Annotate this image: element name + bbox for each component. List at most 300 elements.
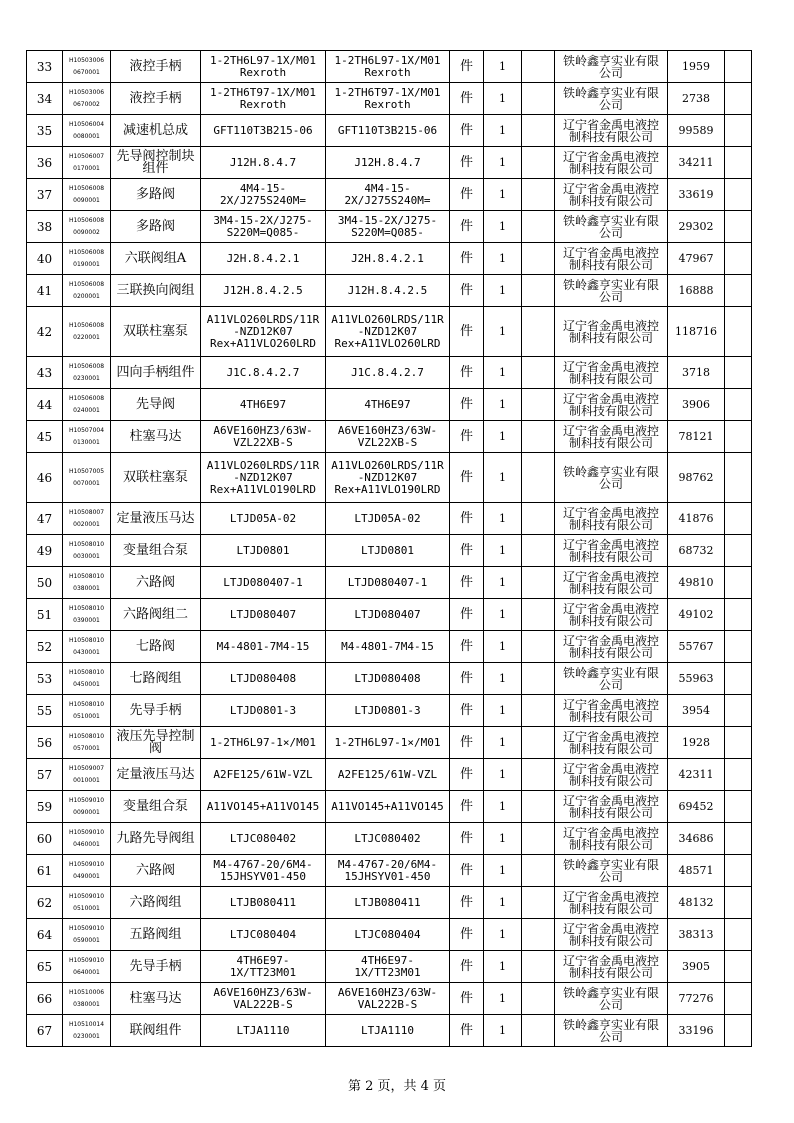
row-number-cell: 60 [27, 823, 63, 855]
note-cell [725, 919, 752, 951]
row-number-cell: 66 [27, 983, 63, 1015]
unit-cell: 件 [450, 453, 484, 503]
price-cell: 55963 [668, 663, 725, 695]
supplier-cell: 辽宁省金禹电液控 制科技有限公司 [555, 357, 668, 389]
unit-cell: 件 [450, 951, 484, 983]
table-row [27, 115, 752, 147]
part-name-cell: 定量液压马达 [111, 759, 201, 791]
part-name-cell: 变量组合泵 [111, 791, 201, 823]
note-cell [725, 631, 752, 663]
supplier-cell: 铁岭鑫亨实业有限 公司 [555, 453, 668, 503]
note-cell [725, 243, 752, 275]
note-cell [725, 503, 752, 535]
page-footer: 第 2 页，共 4 页 [347, 1079, 447, 1094]
material-code-cell: H10506008 0240001 [63, 389, 111, 421]
price-cell: 78121 [668, 421, 725, 453]
row-number-cell: 34 [27, 83, 63, 115]
price-cell: 98762 [668, 453, 725, 503]
quantity-cell: 1 [484, 307, 522, 357]
supplier-cell: 辽宁省金禹电液控 制科技有限公司 [555, 535, 668, 567]
table-row [27, 211, 752, 243]
blank-cell-cell [522, 503, 555, 535]
supplier-cell: 辽宁省金禹电液控 制科技有限公司 [555, 147, 668, 179]
material-code-cell: H10509010 0090001 [63, 791, 111, 823]
part-spec-cell: 4TH6E97 [201, 389, 326, 421]
part-spec-cell: LTJD05A-02 [201, 503, 326, 535]
blank-cell-cell [522, 421, 555, 453]
supplier-cell: 辽宁省金禹电液控 制科技有限公司 [555, 695, 668, 727]
row-number-cell: 55 [27, 695, 63, 727]
supplier-cell: 辽宁省金禹电液控 制科技有限公司 [555, 243, 668, 275]
row-number-cell: 41 [27, 275, 63, 307]
row-number-cell: 35 [27, 115, 63, 147]
part-model-cell: J12H.8.4.7 [326, 147, 450, 179]
price-cell: 49810 [668, 567, 725, 599]
note-cell [725, 599, 752, 631]
note-cell [725, 727, 752, 759]
note-cell [725, 855, 752, 887]
quantity-cell: 1 [484, 663, 522, 695]
blank-cell-cell [522, 951, 555, 983]
row-number-cell: 37 [27, 179, 63, 211]
note-cell [725, 389, 752, 421]
price-cell: 29302 [668, 211, 725, 243]
quantity-cell: 1 [484, 179, 522, 211]
material-code-cell: H10508010 0030001 [63, 535, 111, 567]
part-name-cell: 柱塞马达 [111, 983, 201, 1015]
unit-cell: 件 [450, 147, 484, 179]
part-name-cell: 七路阀 [111, 631, 201, 663]
table-row [27, 983, 752, 1015]
material-code-cell: H10506008 0230001 [63, 357, 111, 389]
unit-cell: 件 [450, 243, 484, 275]
quantity-cell: 1 [484, 453, 522, 503]
note-cell [725, 983, 752, 1015]
note-cell [725, 791, 752, 823]
row-number-cell: 46 [27, 453, 63, 503]
material-code-cell: H10503006 0670001 [63, 51, 111, 83]
supplier-cell: 铁岭鑫亨实业有限 公司 [555, 83, 668, 115]
unit-cell: 件 [450, 115, 484, 147]
note-cell [725, 147, 752, 179]
material-code-cell: H10506004 0080001 [63, 115, 111, 147]
note-cell [725, 695, 752, 727]
row-number-cell: 47 [27, 503, 63, 535]
part-model-cell: M4-4801-7M4-15 [326, 631, 450, 663]
part-spec-cell: J12H.8.4.2.5 [201, 275, 326, 307]
supplier-cell: 辽宁省金禹电液控 制科技有限公司 [555, 759, 668, 791]
price-cell: 33619 [668, 179, 725, 211]
quantity-cell: 1 [484, 791, 522, 823]
part-spec-cell: 3M4-15-2X/J275- S220M=Q085- [201, 211, 326, 243]
note-cell [725, 115, 752, 147]
blank-cell-cell [522, 51, 555, 83]
material-code-cell: H10508010 0510001 [63, 695, 111, 727]
part-name-cell: 先导阀 [111, 389, 201, 421]
blank-cell-cell [522, 791, 555, 823]
blank-cell-cell [522, 147, 555, 179]
unit-cell: 件 [450, 357, 484, 389]
supplier-cell: 辽宁省金禹电液控 制科技有限公司 [555, 389, 668, 421]
row-number-cell: 45 [27, 421, 63, 453]
unit-cell: 件 [450, 179, 484, 211]
material-code-cell: H10509010 0590001 [63, 919, 111, 951]
table-row [27, 357, 752, 389]
part-name-cell: 六路阀组二 [111, 599, 201, 631]
material-code-cell: H10503006 0670002 [63, 83, 111, 115]
part-model-cell: J12H.8.4.2.5 [326, 275, 450, 307]
table-row [27, 1015, 752, 1047]
unit-cell: 件 [450, 389, 484, 421]
supplier-cell: 辽宁省金禹电液控 制科技有限公司 [555, 567, 668, 599]
table-row [27, 179, 752, 211]
unit-cell: 件 [450, 51, 484, 83]
material-code-cell: H10506008 0220001 [63, 307, 111, 357]
note-cell [725, 453, 752, 503]
unit-cell: 件 [450, 855, 484, 887]
blank-cell-cell [522, 823, 555, 855]
part-model-cell: J1C.8.4.2.7 [326, 357, 450, 389]
unit-cell: 件 [450, 275, 484, 307]
part-model-cell: M4-4767-20/6M4- 15JHSYV01-450 [326, 855, 450, 887]
unit-cell: 件 [450, 631, 484, 663]
material-code-cell: H10506008 0090001 [63, 179, 111, 211]
price-cell: 49102 [668, 599, 725, 631]
quantity-cell: 1 [484, 855, 522, 887]
unit-cell: 件 [450, 919, 484, 951]
unit-cell: 件 [450, 663, 484, 695]
table-row [27, 535, 752, 567]
unit-cell: 件 [450, 599, 484, 631]
table-row [27, 919, 752, 951]
note-cell [725, 83, 752, 115]
quantity-cell: 1 [484, 535, 522, 567]
table-row [27, 453, 752, 503]
note-cell [725, 275, 752, 307]
note-cell [725, 951, 752, 983]
material-code-cell: H10508010 0390001 [63, 599, 111, 631]
price-cell: 48132 [668, 887, 725, 919]
row-number-cell: 33 [27, 51, 63, 83]
row-number-cell: 42 [27, 307, 63, 357]
price-cell: 2738 [668, 83, 725, 115]
quantity-cell: 1 [484, 83, 522, 115]
row-number-cell: 62 [27, 887, 63, 919]
supplier-cell: 铁岭鑫亨实业有限 公司 [555, 855, 668, 887]
material-code-cell: H10508010 0430001 [63, 631, 111, 663]
price-cell: 69452 [668, 791, 725, 823]
part-spec-cell: LTJD0801 [201, 535, 326, 567]
part-spec-cell: GFT110T3B215-06 [201, 115, 326, 147]
parts-table [26, 50, 752, 1047]
part-model-cell: LTJD0801 [326, 535, 450, 567]
part-spec-cell: M4-4801-7M4-15 [201, 631, 326, 663]
blank-cell-cell [522, 983, 555, 1015]
table-row [27, 389, 752, 421]
blank-cell-cell [522, 919, 555, 951]
table-row [27, 887, 752, 919]
part-name-cell: 六路阀组 [111, 887, 201, 919]
price-cell: 1928 [668, 727, 725, 759]
quantity-cell: 1 [484, 243, 522, 275]
part-name-cell: 三联换向阀组 [111, 275, 201, 307]
row-number-cell: 53 [27, 663, 63, 695]
row-number-cell: 50 [27, 567, 63, 599]
part-spec-cell: LTJA1110 [201, 1015, 326, 1047]
note-cell [725, 887, 752, 919]
unit-cell: 件 [450, 421, 484, 453]
price-cell: 34211 [668, 147, 725, 179]
price-cell: 3718 [668, 357, 725, 389]
table-row [27, 147, 752, 179]
material-code-cell: H10509010 0460001 [63, 823, 111, 855]
part-name-cell: 六路阀 [111, 567, 201, 599]
price-cell: 118716 [668, 307, 725, 357]
note-cell [725, 1015, 752, 1047]
price-cell: 38313 [668, 919, 725, 951]
row-number-cell: 64 [27, 919, 63, 951]
price-cell: 3906 [668, 389, 725, 421]
table-row [27, 421, 752, 453]
supplier-cell: 辽宁省金禹电液控 制科技有限公司 [555, 887, 668, 919]
supplier-cell: 铁岭鑫亨实业有限 公司 [555, 51, 668, 83]
table-row [27, 275, 752, 307]
part-name-cell: 多路阀 [111, 179, 201, 211]
supplier-cell: 辽宁省金禹电液控 制科技有限公司 [555, 919, 668, 951]
quantity-cell: 1 [484, 1015, 522, 1047]
quantity-cell: 1 [484, 357, 522, 389]
row-number-cell: 57 [27, 759, 63, 791]
part-spec-cell: LTJB080411 [201, 887, 326, 919]
supplier-cell: 辽宁省金禹电液控 制科技有限公司 [555, 503, 668, 535]
table-row [27, 83, 752, 115]
row-number-cell: 65 [27, 951, 63, 983]
part-name-cell: 七路阀组 [111, 663, 201, 695]
note-cell [725, 357, 752, 389]
price-cell: 55767 [668, 631, 725, 663]
row-number-cell: 44 [27, 389, 63, 421]
material-code-cell: H10506007 0170001 [63, 147, 111, 179]
part-name-cell: 六联阀组A [111, 243, 201, 275]
part-model-cell: 1-2TH6T97-1X/M01 Rexroth [326, 83, 450, 115]
unit-cell: 件 [450, 791, 484, 823]
material-code-cell: H10509007 0010001 [63, 759, 111, 791]
part-name-cell: 液压先导控制 阀 [111, 727, 201, 759]
quantity-cell: 1 [484, 695, 522, 727]
blank-cell-cell [522, 727, 555, 759]
part-spec-cell: LTJD080408 [201, 663, 326, 695]
part-spec-cell: A2FE125/61W-VZL [201, 759, 326, 791]
part-spec-cell: A11VLO260LRDS/11R -NZD12K07 Rex+A11VLO190LRD [201, 453, 326, 503]
quantity-cell: 1 [484, 503, 522, 535]
price-cell: 99589 [668, 115, 725, 147]
material-code-cell: H10509010 0510001 [63, 887, 111, 919]
price-cell: 1959 [668, 51, 725, 83]
quantity-cell: 1 [484, 115, 522, 147]
table-row [27, 567, 752, 599]
blank-cell-cell [522, 887, 555, 919]
part-spec-cell: 1-2TH6L97-1X/M01 Rexroth [201, 51, 326, 83]
material-code-cell: H10508010 0450001 [63, 663, 111, 695]
blank-cell-cell [522, 759, 555, 791]
quantity-cell: 1 [484, 599, 522, 631]
note-cell [725, 567, 752, 599]
blank-cell-cell [522, 695, 555, 727]
supplier-cell: 铁岭鑫亨实业有限 公司 [555, 1015, 668, 1047]
part-model-cell: LTJB080411 [326, 887, 450, 919]
part-name-cell: 液控手柄 [111, 83, 201, 115]
price-cell: 33196 [668, 1015, 725, 1047]
part-spec-cell: LTJD080407 [201, 599, 326, 631]
table-row [27, 951, 752, 983]
unit-cell: 件 [450, 1015, 484, 1047]
note-cell [725, 421, 752, 453]
supplier-cell: 辽宁省金禹电液控 制科技有限公司 [555, 307, 668, 357]
part-model-cell: 4TH6E97- 1X/TT23M01 [326, 951, 450, 983]
part-model-cell: 4TH6E97 [326, 389, 450, 421]
material-code-cell: H10509010 0490001 [63, 855, 111, 887]
part-model-cell: GFT110T3B215-06 [326, 115, 450, 147]
quantity-cell: 1 [484, 567, 522, 599]
quantity-cell: 1 [484, 631, 522, 663]
blank-cell-cell [522, 115, 555, 147]
part-spec-cell: J1C.8.4.2.7 [201, 357, 326, 389]
part-name-cell: 柱塞马达 [111, 421, 201, 453]
blank-cell-cell [522, 663, 555, 695]
supplier-cell: 辽宁省金禹电液控 制科技有限公司 [555, 951, 668, 983]
material-code-cell: H10508010 0380001 [63, 567, 111, 599]
row-number-cell: 51 [27, 599, 63, 631]
unit-cell: 件 [450, 307, 484, 357]
part-model-cell: A2FE125/61W-VZL [326, 759, 450, 791]
unit-cell: 件 [450, 535, 484, 567]
part-spec-cell: A6VE160HZ3/63W- VAL222B-S [201, 983, 326, 1015]
supplier-cell: 铁岭鑫亨实业有限 公司 [555, 663, 668, 695]
table-row [27, 823, 752, 855]
supplier-cell: 辽宁省金禹电液控 制科技有限公司 [555, 179, 668, 211]
quantity-cell: 1 [484, 275, 522, 307]
table-row [27, 599, 752, 631]
part-model-cell: A6VE160HZ3/63W- VAL222B-S [326, 983, 450, 1015]
supplier-cell: 辽宁省金禹电液控 制科技有限公司 [555, 631, 668, 663]
part-model-cell: A11VO145+A11VO145 [326, 791, 450, 823]
part-spec-cell: LTJC080402 [201, 823, 326, 855]
table-row [27, 791, 752, 823]
row-number-cell: 61 [27, 855, 63, 887]
material-code-cell: H10510014 0230001 [63, 1015, 111, 1047]
part-name-cell: 联阀组件 [111, 1015, 201, 1047]
blank-cell-cell [522, 453, 555, 503]
note-cell [725, 307, 752, 357]
table-row [27, 503, 752, 535]
material-code-cell: H10506008 0090002 [63, 211, 111, 243]
part-name-cell: 九路先导阀组 [111, 823, 201, 855]
table-row [27, 51, 752, 83]
quantity-cell: 1 [484, 759, 522, 791]
part-model-cell: A11VLO260LRDS/11R -NZD12K07 Rex+A11VLO260LRD [326, 307, 450, 357]
blank-cell-cell [522, 389, 555, 421]
part-spec-cell: M4-4767-20/6M4- 15JHSYV01-450 [201, 855, 326, 887]
quantity-cell: 1 [484, 887, 522, 919]
part-spec-cell: LTJD0801-3 [201, 695, 326, 727]
quantity-cell: 1 [484, 951, 522, 983]
part-model-cell: LTJD080408 [326, 663, 450, 695]
part-model-cell: LTJC080402 [326, 823, 450, 855]
part-spec-cell: 4M4-15- 2X/J275S240M= [201, 179, 326, 211]
table-row [27, 631, 752, 663]
table-row [27, 307, 752, 357]
row-number-cell: 59 [27, 791, 63, 823]
supplier-cell: 铁岭鑫亨实业有限 公司 [555, 275, 668, 307]
material-code-cell: H10508007 0020001 [63, 503, 111, 535]
unit-cell: 件 [450, 567, 484, 599]
part-spec-cell: A6VE160HZ3/63W- VZL22XB-S [201, 421, 326, 453]
blank-cell-cell [522, 599, 555, 631]
blank-cell-cell [522, 357, 555, 389]
material-code-cell: H10510006 0380001 [63, 983, 111, 1015]
price-cell: 34686 [668, 823, 725, 855]
price-cell: 47967 [668, 243, 725, 275]
part-model-cell: 3M4-15-2X/J275- S220M=Q085- [326, 211, 450, 243]
quantity-cell: 1 [484, 983, 522, 1015]
note-cell [725, 663, 752, 695]
quantity-cell: 1 [484, 421, 522, 453]
table-row [27, 855, 752, 887]
row-number-cell: 43 [27, 357, 63, 389]
note-cell [725, 823, 752, 855]
unit-cell: 件 [450, 211, 484, 243]
quantity-cell: 1 [484, 389, 522, 421]
blank-cell-cell [522, 1015, 555, 1047]
part-model-cell: LTJA1110 [326, 1015, 450, 1047]
blank-cell-cell [522, 855, 555, 887]
supplier-cell: 铁岭鑫亨实业有限 公司 [555, 211, 668, 243]
part-name-cell: 双联柱塞泵 [111, 307, 201, 357]
price-cell: 48571 [668, 855, 725, 887]
unit-cell: 件 [450, 727, 484, 759]
material-code-cell: H10508010 0570001 [63, 727, 111, 759]
part-model-cell: LTJD0801-3 [326, 695, 450, 727]
blank-cell-cell [522, 631, 555, 663]
part-name-cell: 先导手柄 [111, 951, 201, 983]
supplier-cell: 铁岭鑫亨实业有限 公司 [555, 983, 668, 1015]
row-number-cell: 40 [27, 243, 63, 275]
part-model-cell: LTJD05A-02 [326, 503, 450, 535]
row-number-cell: 38 [27, 211, 63, 243]
part-model-cell: LTJD080407 [326, 599, 450, 631]
part-model-cell: LTJD080407-1 [326, 567, 450, 599]
part-spec-cell: LTJD080407-1 [201, 567, 326, 599]
unit-cell: 件 [450, 887, 484, 919]
part-model-cell: LTJC080404 [326, 919, 450, 951]
part-name-cell: 多路阀 [111, 211, 201, 243]
material-code-cell: H10506008 0200001 [63, 275, 111, 307]
supplier-cell: 辽宁省金禹电液控 制科技有限公司 [555, 115, 668, 147]
blank-cell-cell [522, 211, 555, 243]
quantity-cell: 1 [484, 147, 522, 179]
row-number-cell: 49 [27, 535, 63, 567]
price-cell: 3954 [668, 695, 725, 727]
part-spec-cell: J12H.8.4.7 [201, 147, 326, 179]
material-code-cell: H10506008 0190001 [63, 243, 111, 275]
table-row [27, 663, 752, 695]
part-model-cell: 4M4-15- 2X/J275S240M= [326, 179, 450, 211]
part-name-cell: 先导阀控制块 组件 [111, 147, 201, 179]
material-code-cell: H10507005 0070001 [63, 453, 111, 503]
blank-cell-cell [522, 275, 555, 307]
part-model-cell: 1-2TH6L97-1×/M01 [326, 727, 450, 759]
part-spec-cell: 1-2TH6T97-1X/M01 Rexroth [201, 83, 326, 115]
